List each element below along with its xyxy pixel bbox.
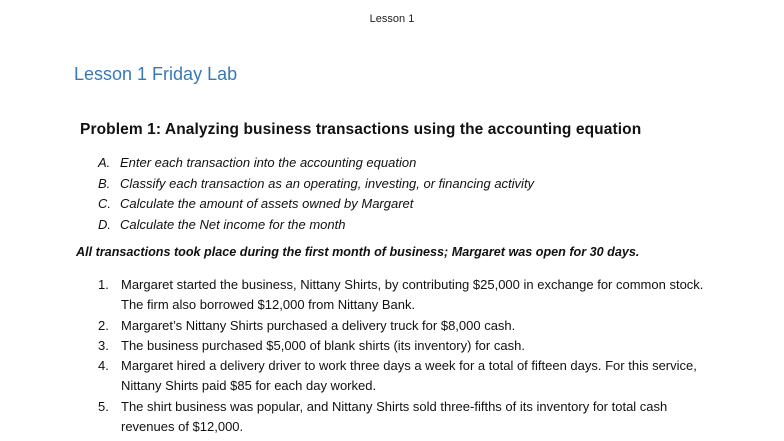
- task-marker: C.: [98, 196, 111, 211]
- task-marker: D.: [98, 216, 111, 232]
- task-text: Calculate the amount of assets owned by Margaret: [120, 196, 414, 211]
- transaction-text: The shirt business was popular, and Nittany Shirts sold three-fifths of its inventory for total cash revenues of $12,000.: [121, 398, 668, 435]
- transaction-text: Margaret started the business, Nittany Shirts, by contributing $25,000 in exchange for common stock. The firm also borrowed $12,000 from Nittany Bank.: [121, 277, 704, 313]
- transaction-item: [98, 397, 721, 438]
- page-title: Lesson 1 Friday Lab: [74, 64, 238, 84]
- transaction-number: 2.: [98, 317, 109, 333]
- task-marker: A.: [98, 155, 111, 170]
- transaction-item: [98, 316, 721, 336]
- transaction-text: Margaret hired a delivery driver to work three days a week for a total of fifteen days. For this service, Nittany Shirts paid $85 for each day worked.: [121, 358, 697, 394]
- transaction-number: 5.: [98, 398, 109, 414]
- transaction-text: Margaret’s Nittany Shirts purchased a delivery truck for $8,000 cash.: [121, 317, 516, 333]
- task-item: [98, 194, 534, 215]
- task-item: [98, 153, 534, 174]
- transaction-number: 1.: [98, 277, 109, 292]
- transaction-item: [98, 356, 721, 397]
- transaction-item: [98, 275, 721, 316]
- transaction-number: 3.: [98, 337, 109, 353]
- task-text: Classify each transaction as an operating, investing, or financing activity: [120, 175, 535, 191]
- problem-heading: Problem 1: Analyzing business transactions using the accounting equation: [80, 121, 642, 138]
- assumption-note: All transactions took place during the first month of business; Margaret was open for 30 days.: [76, 245, 640, 259]
- task-text: Enter each transaction into the accounting equation: [120, 155, 417, 170]
- transaction-text: The business purchased $5,000 of blank shirts (its inventory) for cash.: [121, 337, 525, 353]
- task-item: [98, 174, 534, 195]
- task-item: [98, 215, 534, 236]
- transaction-number: 4.: [98, 358, 109, 374]
- transaction-list: [98, 275, 721, 437]
- task-list: [98, 153, 534, 235]
- task-marker: B.: [98, 175, 111, 191]
- transaction-item: [98, 336, 721, 356]
- task-text: Calculate the Net income for the month: [120, 216, 346, 232]
- page-header: Lesson 1: [369, 13, 415, 25]
